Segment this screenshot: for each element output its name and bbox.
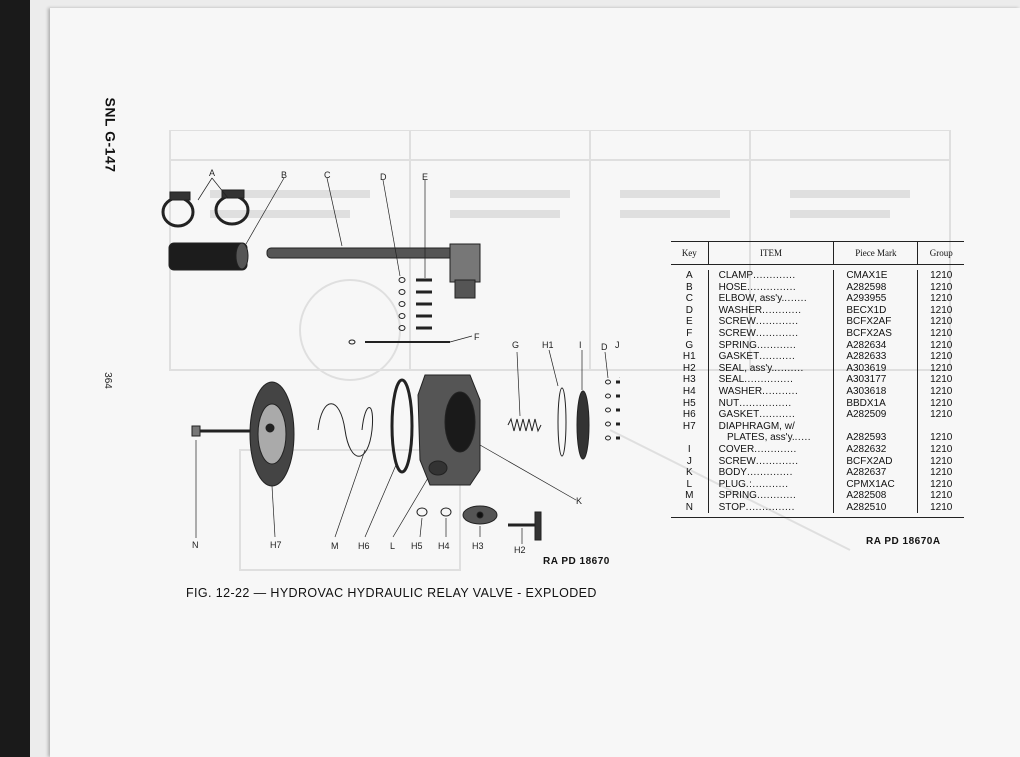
table-row-piece-mark: A282508	[846, 490, 887, 502]
table-row-key: D	[685, 304, 693, 316]
item-leader-dots: ............	[756, 490, 797, 502]
table-row-item	[709, 467, 834, 479]
callout-h6: H6	[358, 541, 370, 551]
spring-illustration	[318, 404, 373, 457]
table-row-group: 1210	[930, 443, 953, 455]
table-row-item	[709, 305, 834, 317]
table-row-key: A	[685, 270, 693, 281]
table-row-group: 1210	[930, 432, 953, 444]
table-row-key: F	[686, 327, 693, 339]
table-row-key: I	[687, 443, 691, 455]
item-leader-dots: ...............	[746, 281, 797, 293]
table-row-key	[671, 432, 708, 444]
callout-j: J	[615, 340, 620, 350]
item-name: SPRING	[718, 339, 757, 351]
table-row-key: H5	[682, 397, 696, 409]
table-row-piece-mark: A303618	[846, 385, 887, 397]
exploded-view-diagram	[150, 160, 620, 580]
table-row-key: E	[685, 316, 693, 328]
table-row-item	[709, 316, 834, 328]
table-row-item	[709, 293, 834, 305]
item-leader-dots: ............	[762, 304, 802, 316]
item-name: SPRING	[718, 490, 757, 502]
table-row-key: H1	[682, 351, 696, 363]
table-row-group: 1210	[930, 501, 953, 513]
item-leader-dots: .............	[755, 316, 799, 328]
table-row-group: 1210	[930, 304, 953, 316]
table-row-piece-mark: A282509	[846, 409, 887, 421]
table-row-group: 1210	[930, 374, 953, 386]
item-name: SCREW	[718, 455, 756, 467]
table-row-key: H4	[682, 385, 696, 397]
key-column	[671, 270, 709, 513]
table-row-piece-mark: A282633	[846, 351, 887, 363]
callout-n: N	[192, 540, 199, 550]
small-gasket-illustration	[558, 388, 566, 456]
table-row-group	[918, 421, 964, 433]
table-row-piece-mark: BCFX2AS	[846, 327, 892, 339]
table-row-group: 1210	[930, 316, 953, 328]
table-row-item	[709, 502, 834, 514]
table-row-piece-mark: A282634	[846, 339, 887, 351]
item-name: COVER	[718, 443, 755, 455]
table-row-group: 1210	[930, 351, 953, 363]
table-row-piece-mark: BBDX1A	[846, 397, 886, 409]
item-name: PLUG	[718, 478, 746, 490]
table-row-group: 1210	[930, 490, 953, 502]
item-leader-dots: .............	[755, 455, 799, 467]
table-row-piece-mark: A282593	[846, 432, 887, 444]
item-name: SCREW	[718, 327, 756, 339]
table-row-item	[709, 398, 834, 410]
small-spring-illustration	[508, 419, 541, 431]
table-row-piece-mark: BCFX2AF	[846, 316, 892, 328]
table-row-item	[709, 374, 834, 386]
table-row-piece-mark: A282598	[846, 281, 887, 293]
item-leader-dots: ...........	[762, 385, 799, 397]
header-key: Key	[671, 242, 709, 264]
table-row-group: 1210	[930, 293, 953, 305]
table-row-group: 1210	[930, 409, 953, 421]
table-row-group: 1210	[930, 385, 953, 397]
table-row-key: K	[685, 467, 693, 479]
table-row-key: H2	[682, 362, 696, 374]
table-row-key: H3	[682, 374, 696, 386]
item-leader-dots: ............	[756, 339, 797, 351]
table-row-group: 1210	[930, 339, 953, 351]
group-column	[918, 270, 964, 513]
elbow-illustration	[267, 244, 480, 298]
figure-ra-number: RA PD 18670	[543, 556, 610, 567]
callout-k: K	[576, 496, 583, 506]
callout-h2: H2	[514, 545, 526, 555]
table-row-item	[709, 282, 834, 294]
table-row-piece-mark: A303177	[846, 374, 887, 386]
figure-caption: FIG. 12-22 — HYDROVAC HYDRAULIC RELAY VALVE - EXPLODED	[186, 586, 597, 600]
callout-h7: H7	[270, 540, 282, 550]
callout-f: F	[474, 332, 480, 342]
item-name: SEAL, ass'y.	[718, 362, 775, 374]
table-row-item	[709, 421, 834, 433]
table-row-item	[709, 444, 834, 456]
table-row-item	[709, 363, 834, 375]
item-name: SCREW	[718, 316, 756, 328]
cover-illustration	[577, 391, 589, 459]
item-leader-dots: ................	[739, 397, 792, 409]
item-leader-dots: ..............	[746, 467, 793, 479]
table-row-key: H6	[682, 409, 696, 421]
parts-table	[671, 241, 964, 518]
piece-mark-column	[834, 270, 918, 513]
table-row-group: 1210	[930, 397, 953, 409]
table-row-key: B	[685, 281, 693, 293]
header-group: Group	[929, 248, 953, 258]
item-leader-dots: .....	[794, 432, 812, 444]
item-leader-dots: .............	[755, 327, 799, 339]
item-name: GASKET	[718, 351, 760, 363]
table-row-group: 1210	[930, 362, 953, 374]
table-row-piece-mark: A293955	[846, 293, 887, 305]
item-leader-dots: .............	[754, 443, 797, 455]
item-leader-dots: .........	[774, 362, 804, 374]
gasket-illustration	[392, 380, 412, 472]
item-name: STOP	[718, 501, 746, 513]
table-row-key: G	[685, 339, 694, 351]
table-row-group: 1210	[930, 455, 953, 467]
item-name: PLATES, ass'y.	[718, 432, 795, 444]
table-row-item	[709, 386, 834, 398]
callout-d-right: D	[601, 342, 608, 352]
header-item: ITEM	[709, 242, 835, 264]
table-row-piece-mark: A282510	[846, 501, 887, 513]
table-row-key: N	[685, 501, 693, 513]
table-row-item	[709, 328, 834, 340]
item-leader-dots: .............	[753, 270, 796, 281]
callout-d-top: D	[380, 172, 387, 182]
table-ra-number: RA PD 18670A	[866, 536, 941, 547]
item-name: WASHER	[718, 304, 763, 316]
item-name: GASKET	[718, 409, 760, 421]
table-row-item	[709, 340, 834, 352]
callout-h3: H3	[472, 541, 484, 551]
item-leader-dots: ...............	[744, 374, 794, 386]
table-row-group: 1210	[930, 467, 953, 479]
table-row-piece-mark: A303619	[846, 362, 887, 374]
table-row-item	[709, 409, 834, 421]
callout-g: G	[512, 340, 520, 350]
table-row-item	[709, 456, 834, 468]
hose-illustration	[169, 243, 248, 270]
table-row-key: C	[685, 293, 693, 305]
callout-h5: H5	[411, 541, 423, 551]
parts-table-body	[671, 265, 964, 517]
table-row-piece-mark: BECX1D	[846, 304, 887, 316]
table-row-group: 1210	[930, 478, 953, 490]
item-leader-dots: ...........	[759, 351, 796, 363]
callout-h4: H4	[438, 541, 450, 551]
table-row-key: H7	[682, 420, 696, 432]
item-name: NUT	[718, 397, 740, 409]
parts-table-header	[671, 242, 964, 265]
item-name: CLAMP	[718, 270, 754, 281]
item-leader-dots: ...........	[759, 409, 796, 421]
item-name: WASHER	[718, 385, 763, 397]
table-row-group: 1210	[930, 327, 953, 339]
header-piece-mark: Piece Mark	[834, 242, 918, 264]
item-leader-dots: ...............	[745, 501, 795, 513]
table-row-piece-mark: BCFX2AD	[846, 455, 893, 467]
table-row-item	[709, 432, 834, 444]
table-row-key: L	[686, 478, 693, 490]
callout-e: E	[422, 172, 429, 182]
item-name: SEAL	[718, 374, 745, 386]
washer-screw-stack	[399, 278, 432, 331]
table-row-item	[709, 490, 834, 502]
table-row-piece-mark: A282637	[846, 467, 887, 479]
callout-l: L	[390, 541, 396, 551]
item-leader-dots: .......	[784, 293, 808, 305]
long-screw-illustration	[349, 340, 450, 344]
table-row-piece-mark: CPMX1AC	[846, 478, 895, 490]
table-row-item	[709, 270, 834, 282]
table-row-piece-mark: A282632	[846, 443, 887, 455]
page-number-text: 364	[101, 371, 113, 389]
item-name: BODY	[718, 467, 747, 479]
table-row-key: M	[685, 490, 694, 502]
item-leader-dots: .:...........	[745, 478, 789, 490]
table-row-group: 1210	[930, 270, 953, 281]
callout-h1: H1	[542, 340, 554, 350]
table-row-piece-mark: CMAX1E	[846, 270, 888, 281]
callout-c: C	[324, 170, 331, 180]
table-row-key: J	[686, 455, 692, 467]
right-washer-screw-stack	[606, 380, 621, 440]
callout-m: M	[331, 541, 339, 551]
item-name: HOSE	[718, 281, 747, 293]
callout-b: B	[281, 170, 288, 180]
series-label	[96, 90, 126, 180]
page-number	[92, 368, 122, 392]
body-illustration	[418, 375, 480, 485]
clamp-illustration	[163, 190, 248, 226]
callout-a: A	[209, 168, 216, 178]
item-name: ELBOW, ass'y.	[718, 293, 785, 305]
item-name: DIAPHRAGM, w/	[718, 420, 795, 432]
table-row-item	[709, 479, 834, 491]
callout-i: I	[579, 340, 582, 350]
table-row-piece-mark	[834, 421, 917, 433]
diaphragm-illustration	[192, 382, 294, 486]
series-label-text: SNL G-147	[103, 97, 120, 173]
item-column	[709, 270, 835, 513]
table-row-item	[709, 351, 834, 363]
leader-lines	[196, 178, 620, 544]
small-parts-illustration	[417, 506, 541, 540]
table-row-group: 1210	[930, 281, 953, 293]
